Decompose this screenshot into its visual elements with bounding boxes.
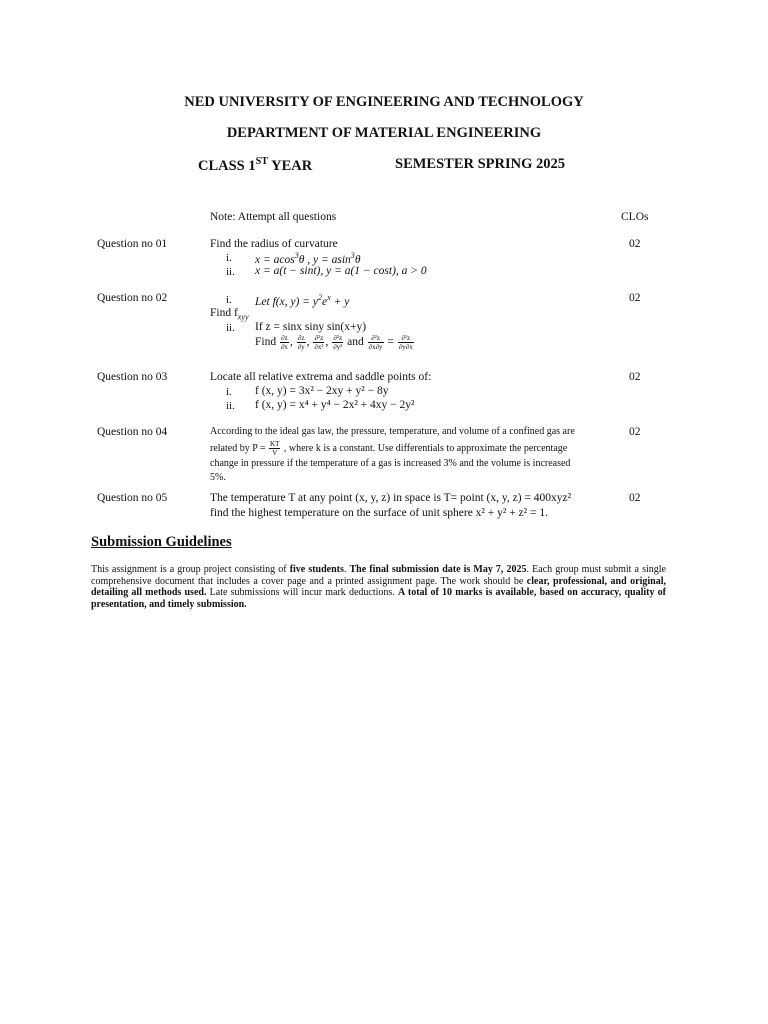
clo-value: 02 (629, 492, 641, 504)
equation: x = a(t − sint), y = a(1 − cost), a > 0 (255, 265, 427, 277)
item-number: i. (226, 252, 232, 264)
fraction: $\frac{KT}{V}$ (270, 439, 280, 457)
fraction: $\frac{\text{∂²z}}{\partial x\partial y}$ (368, 334, 383, 351)
fraction: $\frac{\text{∂²z}}{\text{∂x²}}$ (314, 334, 324, 351)
item-number: i. (226, 294, 232, 306)
class-heading: CLASS 1ST YEAR (198, 156, 313, 174)
fraction: $\frac{\partial z}{\partial y}$ (297, 334, 305, 351)
item-number: ii. (226, 322, 235, 334)
find-derivative: Find $f_{xyy}$ (210, 307, 249, 322)
fraction: $\frac{\text{∂²z}}{\partial y\partial x}$ (398, 334, 413, 351)
clo-value: 02 (629, 426, 641, 438)
clo-value: 02 (629, 371, 641, 383)
equation: f (x, y) = x⁴ + y⁴ − 2x² + 4xy − 2y² (255, 399, 415, 411)
equation: x = acos$^3$θ , y = asin$^3$θ (255, 251, 361, 266)
question-label: Question no 03 (97, 371, 168, 383)
question-label: Question no 05 (97, 492, 168, 504)
equation: Let f(x, $y) = y^2e^x + y$ (255, 293, 350, 308)
item-number: i. (226, 386, 232, 398)
item-number: ii. (226, 266, 235, 278)
clo-value: 02 (629, 238, 641, 250)
submission-guidelines-text: This assignment is a group project consisting of five students. The final submission date is May 7, 2025. Each group must submit a single comprehensive document that includes a cover page and a printed assignment page. The work should be clear, professional, and original, detailing all methods used. Late submissions will incur mark deductions. A total of 10 marks is available, based on accuracy, quality of presentation, and timely submission. (91, 564, 666, 610)
question-text: Find the radius of curvature (210, 238, 338, 250)
question-label: Question no 02 (97, 292, 168, 304)
question-label: Question no 04 (97, 426, 168, 438)
department-title: DEPARTMENT OF MATERIAL ENGINEERING (226, 125, 542, 141)
clo-value: 02 (629, 292, 641, 304)
partial-derivatives-line: Find $\frac{\partial z}{\partial x}$ , $\frac{\partial z}{\partial y}$ , $\frac{\text{∂²z}}{\text{∂x²}}$ , $\frac{\text{∂²z}}{\text{∂y²}}$ and $\frac{\text{∂²z}}{\partial x\partial y}$ = $\frac{\text{∂²z}}{\partial y\partial x}$ (255, 334, 413, 351)
question-paragraph: According to the ideal gas law, the pressure, temperature, and volume of a confined gas are related by P = $\frac{KT}{V}$ , where k is a constant. Use differentials to approximate the percentage change in pressure if the temperature of a gas is increased 3% and the volume is increased 5%. (210, 426, 575, 483)
item-number: ii. (226, 400, 235, 412)
instructions-note: Note: Attempt all questions (210, 211, 337, 223)
submission-guidelines-heading: Submission Guidelines (91, 534, 232, 550)
fraction: $\frac{\text{∂²z}}{\text{∂y²}}$ (333, 334, 343, 351)
semester-heading: SEMESTER SPRING 2025 (395, 156, 566, 172)
university-title: NED UNIVERSITY OF ENGINEERING AND TECHNOLOGY (184, 94, 584, 110)
clos-column-header: CLOs (621, 211, 649, 223)
question-text: If z = sinx siny sin(x+y) (255, 321, 367, 333)
equation: f (x, y) = 3x² − 2xy + y² − 8y (255, 385, 389, 397)
question-text: find the highest temperature on the surface of unit sphere x² + y² + z² = 1. (210, 507, 548, 519)
question-label: Question no 01 (97, 238, 168, 250)
question-text: Locate all relative extrema and saddle points of: (210, 371, 432, 383)
question-text: The temperature T at any point (x, y, z) in space is T= point (x, y, z) = 400xyz² (210, 492, 572, 504)
fraction: $\frac{\partial z}{\partial x}$ (280, 334, 288, 351)
